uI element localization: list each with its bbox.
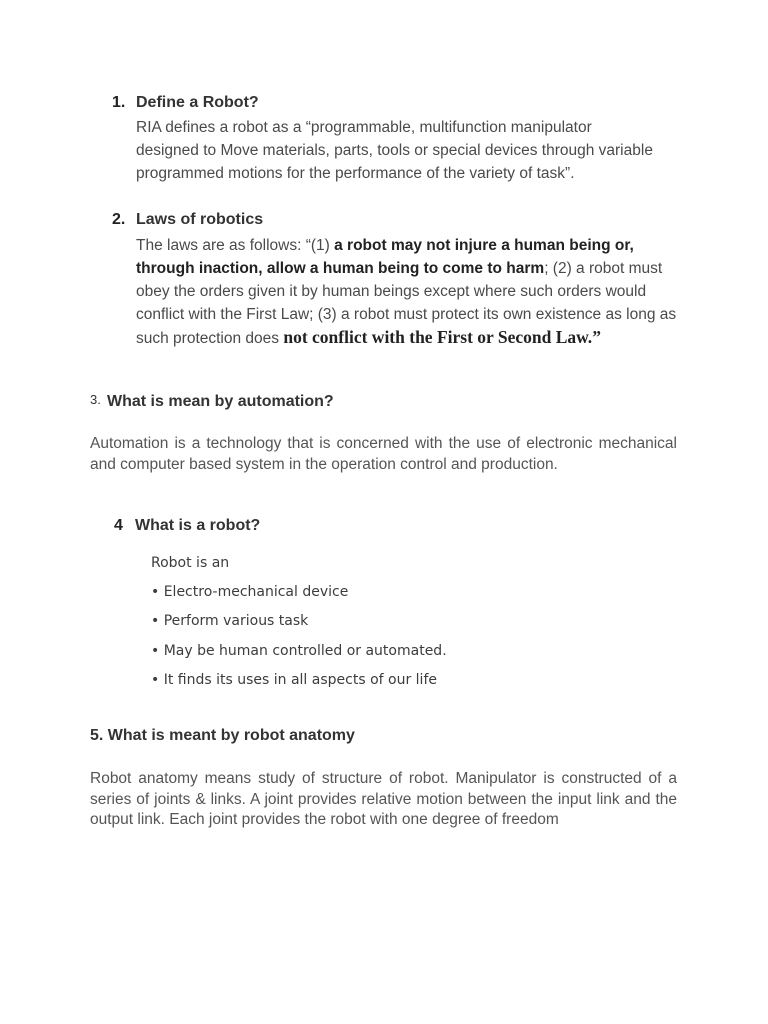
q5-body: Robot anatomy means study of structure of robot. Manipulator is constructed of a series of joints & links. A joint provides relative motion between the input link and the output link. Each joint provides the robot with one degree of freedom [90,770,677,828]
q1-number: 1. [112,94,126,111]
q3-number: 3. [90,392,101,407]
q2-serif-part: not conflict with the First or Second Law. [283,327,593,347]
q5-title: 5. What is meant by robot anatomy [90,727,355,744]
q3-title: What is mean by automation? [107,393,334,410]
q4-bullet-1: • Electro-mechanical device [151,584,349,600]
q4-bullet-3: • May be human controlled or automated. [151,643,447,659]
q4-title: What is a robot? [135,517,261,534]
q4-intro: Robot is an [151,555,230,571]
q2-body [136,234,684,350]
q1-title: Define a Robot? [136,94,259,111]
q2-body-prefix: The laws are as follows: “(1) [136,237,335,254]
q2-first-law: a robot may not injure a human being or, through inaction, allow a human being to come to harm [136,237,634,277]
q2-body-middle: ; (2) a robot must obey the orders given it by human beings except where such orders would conflict with the First Law; (3) a robot must protect its own existence as long as such protection does [136,260,677,347]
q4-list-image [151,555,471,705]
q2-title: Laws of robotics [136,211,264,228]
q4-bullet-2: • Perform various task [151,613,309,629]
q4-bullet-4: • It finds its uses in all aspects of our life [151,672,437,688]
q2-closing-quote: ” [592,327,601,347]
q3-body: Automation is a technology that is concerned with the use of electronic mechanical and computer based system in the operation control and production. [90,435,677,473]
q1-body: RIA defines a robot as a “programmable, multifunction manipulator designed to Move materials, parts, tools or special devices through variable programmed motions for the performance of the variety of task”. [136,119,653,182]
q4-number: 4 [114,517,123,534]
q2-number: 2. [112,211,126,228]
